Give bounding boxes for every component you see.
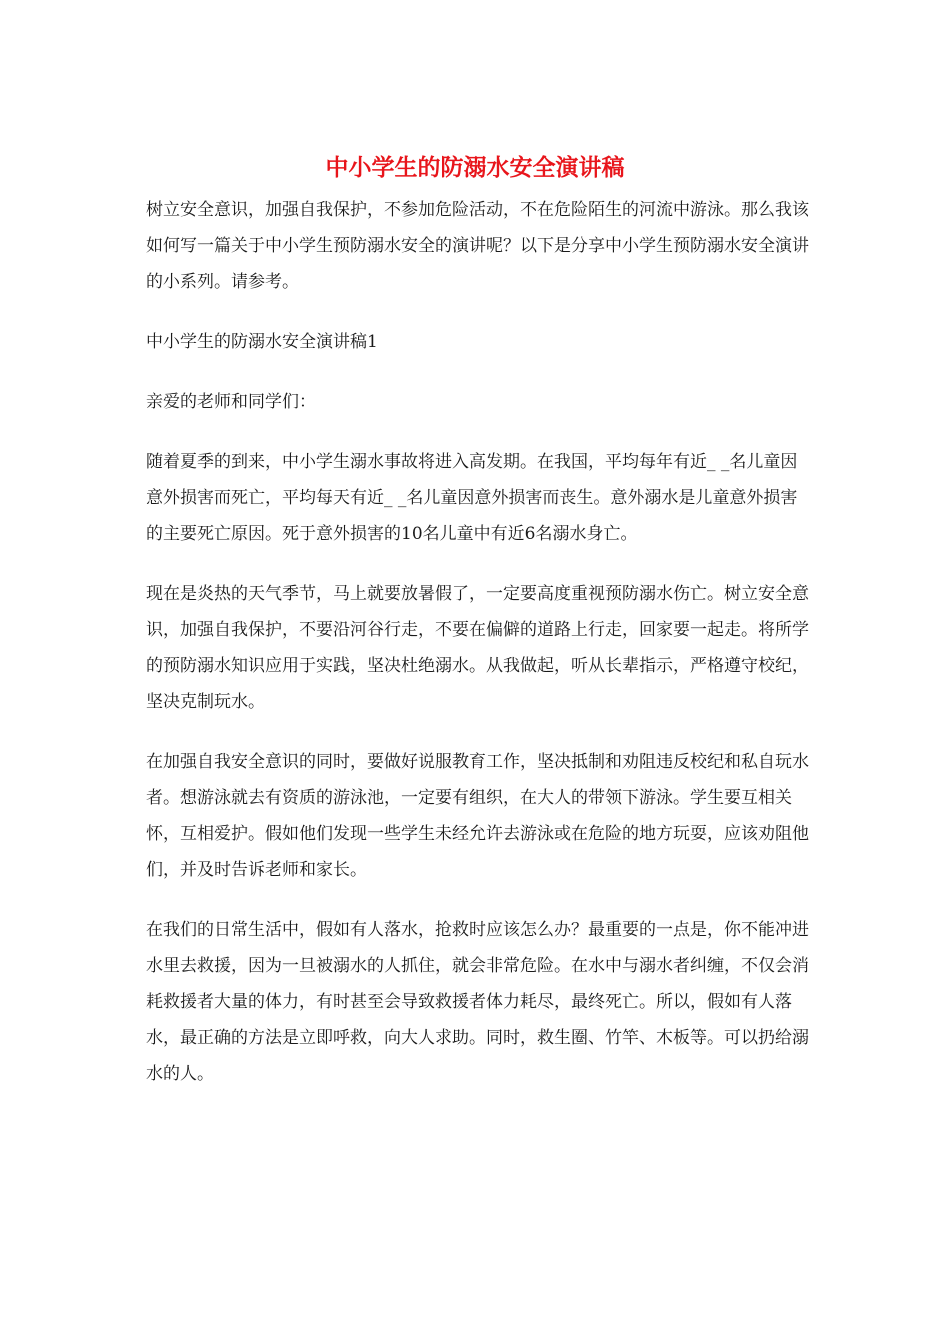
- paragraph-spacer: [146, 720, 812, 744]
- paragraph-spacer: [146, 552, 812, 576]
- paragraph-spacer: [146, 300, 812, 324]
- section-heading: 中小学生的防溺水安全演讲稿1: [146, 332, 378, 352]
- paragraph-spacer: [146, 888, 812, 912]
- paragraph-spacer: [146, 360, 812, 384]
- body-paragraph-1: 随着夏季的到来，中小学生溺水事故将进入高发期。在我国，平均每年有近_ _名儿童因意外损害而死亡，平均每天有近_ _名儿童因意外损害而丧生。意外溺水是儿童意外损害的主要死亡原因。死于意外损害的10名儿童中有近6名溺水身亡。: [146, 452, 798, 544]
- paragraph-spacer: [146, 420, 812, 444]
- body-paragraph-2: 现在是炎热的天气季节，马上就要放暑假了，一定要高度重视预防溺水伤亡。树立安全意识，加强自我保护，不要沿河谷行走，不要在偏僻的道路上行走，回家要一起走。将所学的预防溺水知识应用于实践，坚决杜绝溺水。从我做起，听从长辈指示，严格遵守校纪，坚决克制玩水。: [146, 584, 809, 712]
- salutation: 亲爱的老师和同学们：: [146, 392, 316, 412]
- document-title: 中小学生的防溺水安全演讲稿: [325, 154, 625, 181]
- body-paragraph-4: 在我们的日常生活中，假如有人落水，抢救时应该怎么办？最重要的一点是，你不能冲进水里去救援，因为一旦被溺水的人抓住，就会非常危险。在水中与溺水者纠缠，不仅会消耗救援者大量的体力，有时甚至会导致救援者体力耗尽，最终死亡。所以，假如有人落水，最正确的方法是立即呼救，向大人求助。同时，救生圈、竹竿、木板等。可以扔给溺水的人。: [146, 920, 809, 1084]
- body-paragraph-3: 在加强自我安全意识的同时，要做好说服教育工作，坚决抵制和劝阻违反校纪和私自玩水者。想游泳就去有资质的游泳池，一定要有组织，在大人的带领下游泳。学生要互相关怀，互相爱护。假如他们发现一些学生未经允许去游泳或在危险的地方玩耍，应该劝阻他们，并及时告诉老师和家长。: [146, 752, 809, 880]
- document-body: [146, 192, 812, 1092]
- intro-paragraph: 树立安全意识，加强自我保护，不参加危险活动，不在危险陌生的河流中游泳。那么我该如何写一篇关于中小学生预防溺水安全的演讲呢？以下是分享中小学生预防溺水安全演讲的小系列。请参考。: [146, 200, 809, 292]
